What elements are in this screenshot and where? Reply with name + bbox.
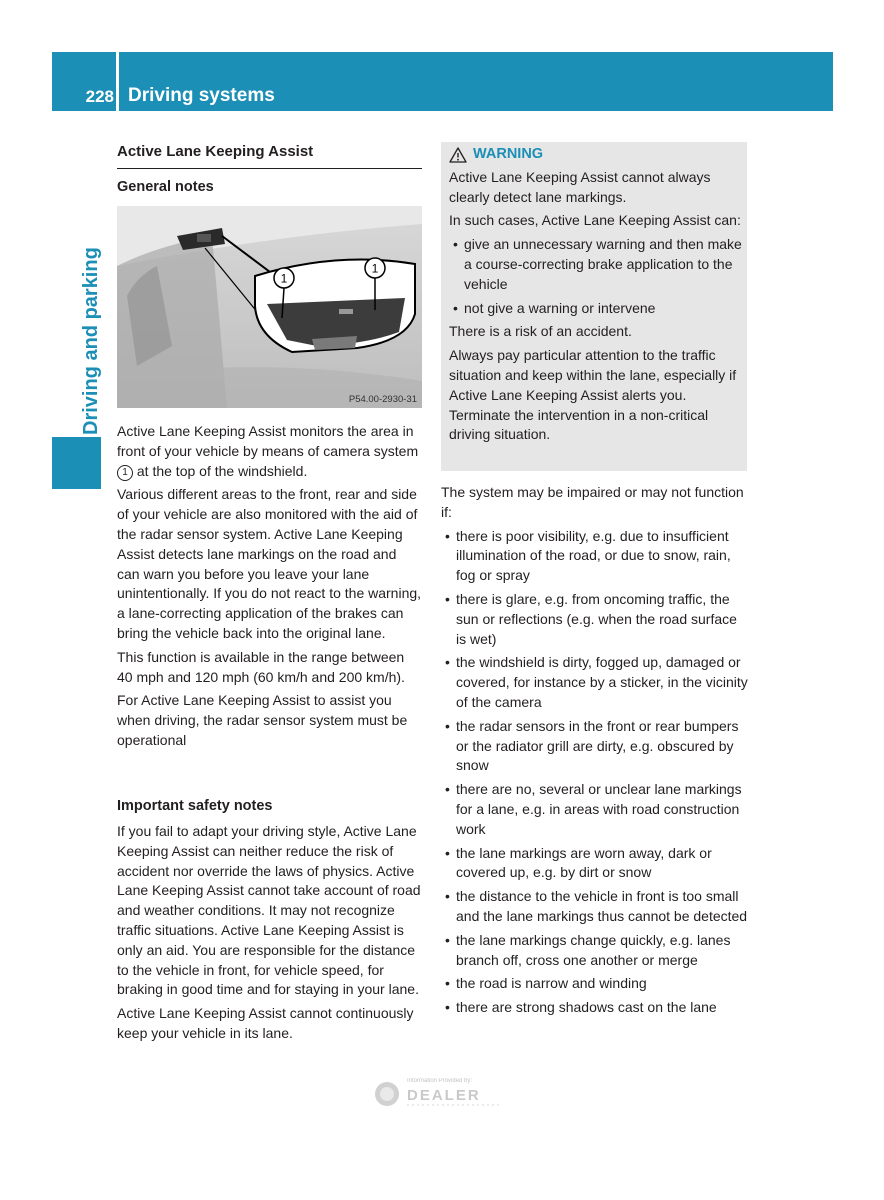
impairment-bullet: • the lane markings change quickly, e.g. lanes branch off, cross one another or merge <box>441 931 749 971</box>
dealer-logo-icon <box>373 1072 503 1112</box>
impairment-bullet: • there are strong shadows cast on the lane <box>441 998 749 1018</box>
warning-intro: Active Lane Keeping Assist cannot always clearly detect lane markings. <box>449 168 711 205</box>
right-body <box>441 483 749 1022</box>
camera-system-figure <box>117 206 422 408</box>
general-notes-heading: General notes <box>117 179 214 195</box>
side-tab-marker <box>52 437 101 489</box>
safety-paragraph: If you fail to adapt your driving style, Active Lane Keeping Assist can neither reduce the risk of accident nor override the laws of physics. Active Lane Keeping Assist cannot take account of road and weather conditions. It may not recognize traffic situations. Active Lane Keeping Assist is only an aid. You are responsible for the distance to the vehicle in front, for vehicle speed, for braking in good time and for staying in your lane. <box>117 823 421 998</box>
warning-bullet-list <box>449 235 743 318</box>
page-number: 228 <box>85 87 114 106</box>
impairment-bullet: • there is glare, e.g. from oncoming traffic, the sun or reflections (e.g. when the road surface is wet) <box>441 590 749 649</box>
impairment-intro: The system may be impaired or may not function if: <box>441 484 744 520</box>
impairment-bullet: • the lane markings are worn away, dark or covered up, e.g. by dirt or snow <box>441 844 749 884</box>
warning-triangle-icon <box>449 147 467 163</box>
warning-cases: In such cases, Active Lane Keeping Assist can: <box>449 212 741 229</box>
impairment-bullet: • the windshield is dirty, fogged up, damaged or covered, for instance by a sticker, in the vicinity of the camera <box>441 653 749 712</box>
warning-bullet: • not give a warning or intervene <box>449 299 743 319</box>
callout-1-left-label: 1 <box>280 271 288 286</box>
callout-1-right-label: 1 <box>371 261 379 276</box>
windshield-camera-illustration <box>117 206 422 408</box>
impairment-bullet: • the distance to the vehicle in front is too small and the lane markings thus cannot be detected <box>441 887 749 927</box>
impairment-bullet: • there are no, several or unclear lane markings for a lane, e.g. in areas with road construction work <box>441 780 749 839</box>
side-tab-label: Driving and parking <box>80 247 102 435</box>
watermark-caption: Information Provided by: <box>407 1078 473 1084</box>
left-body-top <box>117 422 422 755</box>
left-body-bottom <box>117 822 422 1048</box>
warning-header <box>449 145 743 165</box>
impairment-bullet-list <box>441 527 749 1018</box>
radar-paragraph: Various different areas to the front, rear and side of your vehicle are also monitored with the aid of the radar sensor system. Active Lane Keeping Assist detects lane markings on the road and can warn you before you leave your lane unintentionally. If you do not react to the warning, a lane-correcting application of the brakes can bring the vehicle back into the original lane. <box>117 486 422 641</box>
impairment-bullet: • the radar sensors in the front or rear bumpers or the radiator grill are dirty, e.g. obscured by snow <box>441 717 749 776</box>
impairment-bullet: • there is poor visibility, e.g. due to insufficient illumination of the road, or due to snow, rain, fog or spray <box>441 527 749 586</box>
operational-paragraph: For Active Lane Keeping Assist to assist you when driving, the radar sensor system must be operational <box>117 692 408 748</box>
section-title: Active Lane Keeping Assist <box>117 143 422 169</box>
dealer-watermark <box>373 1072 503 1112</box>
lane-limit-paragraph: Active Lane Keeping Assist cannot continuously keep your vehicle in its lane. <box>117 1005 414 1041</box>
warning-title: WARNING <box>473 146 544 162</box>
watermark-brand: DEALER <box>407 1087 481 1104</box>
figure-code: P54.00-2930-31 <box>348 394 417 405</box>
warning-content <box>449 145 743 449</box>
speed-range-paragraph: This function is available in the range between 40 mph and 120 mph (60 km/h and 200 km/h). <box>117 648 405 685</box>
warning-risk: There is a risk of an accident. <box>449 323 632 340</box>
warning-bullet: • give an unnecessary warning and then make a course-correcting brake application to the vehicle <box>449 235 743 294</box>
chapter-title: Driving systems <box>128 85 275 106</box>
callout-1-inline: 1 <box>117 465 133 481</box>
warning-advice: Always pay particular attention to the traffic situation and keep within the lane, especially if Active Lane Keeping Assist alerts you. Terminate the intervention in a non-critical driving situation. <box>449 347 737 443</box>
safety-notes-heading: Important safety notes <box>117 798 273 814</box>
intro-paragraph: Active Lane Keeping Assist monitors the area in front of your vehicle by means of camera system 1 at the top of the windshield. <box>117 423 419 479</box>
impairment-bullet: • the road is narrow and winding <box>441 974 749 994</box>
